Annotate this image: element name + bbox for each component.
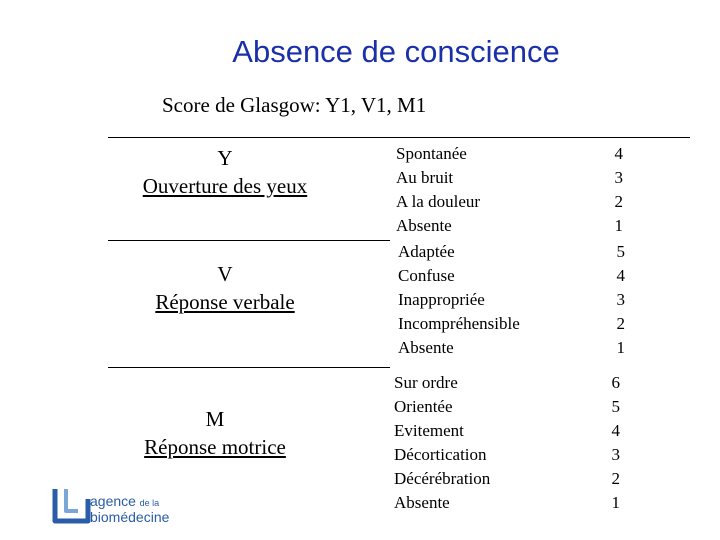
list-item: Absente [394, 493, 450, 512]
list-item: Inappropriée [398, 290, 485, 309]
category-label: Ouverture des yeux [142, 174, 308, 198]
score-list-eyes [603, 142, 623, 238]
category-letter: V [217, 262, 233, 286]
score-value: 4 [614, 144, 623, 163]
divider-v-m [108, 367, 390, 368]
score-value: 4 [616, 266, 625, 285]
score-value: 3 [614, 168, 623, 187]
score-value: 5 [611, 397, 620, 416]
score-value: 5 [616, 242, 625, 261]
list-item: Absente [396, 216, 452, 235]
category-eyes [120, 144, 330, 200]
item-list-motor [394, 371, 490, 515]
list-item: Décortication [394, 445, 487, 464]
logo-line1-small: de la [139, 498, 160, 508]
category-verbal [120, 260, 330, 316]
category-letter: M [205, 407, 225, 431]
logo-wordmark [90, 494, 169, 524]
list-item: Décérébration [394, 469, 491, 488]
list-item: Evitement [394, 421, 464, 440]
list-item: Orientée [394, 397, 453, 416]
list-item: Incompréhensible [398, 314, 520, 333]
score-list-motor [600, 371, 620, 515]
item-list-eyes [396, 142, 480, 238]
score-value: 2 [614, 192, 623, 211]
list-item: Spontanée [396, 144, 467, 163]
category-label: Réponse motrice [144, 435, 286, 459]
score-value: 4 [611, 421, 620, 440]
divider-y-v [108, 240, 390, 241]
score-value: 2 [616, 314, 625, 333]
score-value: 3 [611, 445, 620, 464]
list-item: A la douleur [396, 192, 481, 211]
logo-line1: agence [90, 493, 136, 509]
list-item: Sur ordre [394, 373, 458, 392]
list-item: Absente [398, 338, 454, 357]
list-item: Confuse [398, 266, 455, 285]
score-value: 1 [616, 338, 625, 357]
list-item: Au bruit [396, 168, 454, 187]
score-value: 1 [611, 493, 620, 512]
category-letter: Y [217, 146, 233, 170]
score-value: 3 [616, 290, 625, 309]
page-subtitle: Score de Glasgow: Y1, V1, M1 [162, 93, 427, 117]
category-label: Réponse verbale [155, 290, 295, 314]
score-value: 1 [614, 216, 623, 235]
divider-top [108, 137, 690, 138]
category-motor [110, 405, 320, 461]
logo-line2: biomédecine [90, 509, 170, 525]
page-title: Absence de conscience [232, 34, 560, 69]
list-item: Adaptée [398, 242, 455, 261]
item-list-verbal [398, 240, 520, 360]
score-value: 2 [611, 469, 620, 488]
score-list-verbal [605, 240, 625, 360]
score-value: 6 [611, 373, 620, 392]
